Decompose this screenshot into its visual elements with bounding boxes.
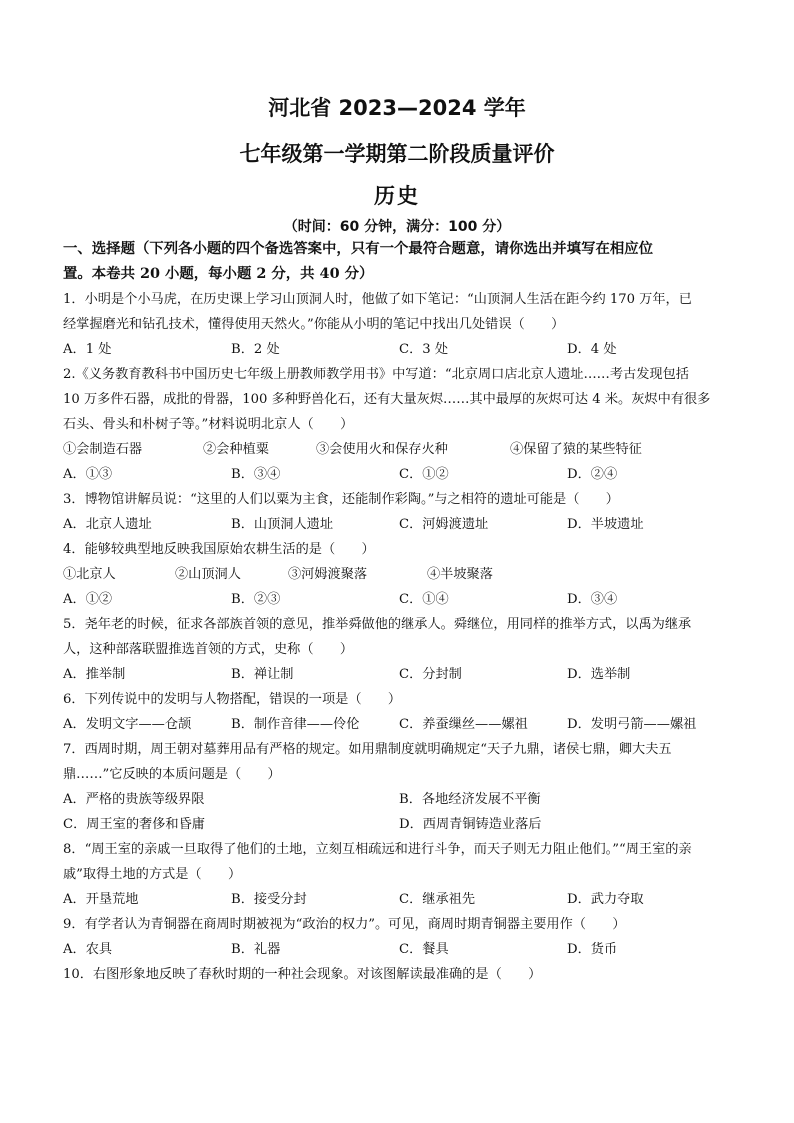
question-8-line2: 戚”取得土地的方式是（ ） [63,867,242,882]
question-1-line2: 经掌握磨光和钻孔技术，懂得使用天然火。”你能从小明的笔记中找出几处错误（ ） [63,317,565,332]
question-7-option-d: D．西周青铜铸造业落后 [399,817,542,832]
question-7-line1: 7．西周时期，周王朝对墓葬用品有严格的规定。如用鼎制度就明确规定“天子九鼎，诸侯七鼎，卿大夫五 [63,742,672,757]
question-8-option-d: D．武力夺取 [567,892,644,907]
question-2-line1: 2.《义务教育教科书中国历史七年级上册教师教学用书》中写道：“北京周口店北京人遗址……考古发现包括 [63,367,689,382]
question-5-option-c: C．分封制 [399,667,462,682]
question-1-line1: 1．小明是个小马虎，在历史课上学习山顶洞人时，他做了如下笔记：“山顶洞人生活在距今约 170 万年，已 [63,292,692,307]
question-9-option-c: C．餐具 [399,942,449,957]
question-2-line2: 10 万多件石器，成批的骨器，100 多种野兽化石，还有大量灰烬……其中最厚的灰烬可达 4 米。灰烬中有很多 [63,392,711,407]
question-5-option-b: B．禅让制 [231,667,294,682]
question-4-item-2: ②山顶洞人 [175,567,241,582]
question-4-item-1: ①北京人 [63,567,116,582]
question-1-option-a: A．1 处 [63,342,112,357]
question-7-option-c: C．周王室的奢侈和昏庸 [63,817,205,832]
question-7-option-b: B．各地经济发展不平衡 [399,792,541,807]
question-6-option-c: C．养蚕缫丝——嫘祖 [399,717,528,732]
question-3-line1: 3．博物馆讲解员说：“这里的人们以粟为主食，还能制作彩陶。”与之相符的遗址可能是（ ） [63,492,619,507]
question-4-option-b: B．②③ [231,592,281,607]
question-6-option-a: A．发明文字——仓颉 [63,717,192,732]
question-8-option-b: B．接受分封 [231,892,307,907]
exam-title-line2: 七年级第一学期第二阶段质量评价 [239,142,555,166]
question-1-option-c: C．3 处 [399,342,449,357]
question-9-line1: 9．有学者认为青铜器在商周时期被视为“政治的权力”。可见，商周时期青铜器主要用作（ ） [63,917,626,932]
question-2-option-c: C．①② [399,467,449,482]
question-4-option-a: A．①② [63,592,113,607]
question-3-option-d: D．半坡遗址 [567,517,644,532]
question-9-option-a: A．农具 [63,942,113,957]
question-2-option-b: B．③④ [231,467,281,482]
question-7-line2: 鼎……”它反映的本质问题是（ ） [63,767,281,782]
question-6-option-b: B．制作音律——伶伦 [231,717,360,732]
question-4-item-3: ③河姆渡聚落 [288,567,368,582]
question-2-item-4: ④保留了猿的某些特征 [510,442,642,457]
question-9-option-b: B．礼器 [231,942,281,957]
question-8-option-c: C．继承祖先 [399,892,476,907]
question-4-option-c: C．①④ [399,592,449,607]
question-6-option-d: D．发明弓箭——嫘祖 [567,717,697,732]
question-4-option-d: D．③④ [567,592,618,607]
exam-subject: 历史 [374,184,420,208]
question-2-option-d: D．②④ [567,467,618,482]
question-8-line1: 8．“周王室的亲戚一旦取得了他们的土地，立刻互相疏远和进行斗争，而天子则无力阻止他们。”“周王室的亲 [63,842,692,857]
question-2-item-3: ③会使用火和保存火种 [316,442,448,457]
question-6-line1: 6．下列传说中的发明与人物搭配，错误的一项是（ ） [63,692,402,707]
question-2-item-2: ②会种植粟 [203,442,269,457]
section-heading-line2: 置。本卷共 20 小题，每小题 2 分，共 40 分） [63,265,374,282]
question-3-option-c: C．河姆渡遗址 [399,517,489,532]
question-1-option-d: D．4 处 [567,342,617,357]
question-5-option-a: A．推举制 [63,667,126,682]
question-4-item-4: ④半坡聚落 [427,567,493,582]
question-1-option-b: B．2 处 [231,342,280,357]
question-9-option-d: D．货币 [567,942,618,957]
question-5-line1: 5．尧年老的时候，征求各部族首领的意见，推举舜做他的继承人。舜继位，用同样的推举方式，以禹为继承 [63,617,692,632]
question-4-line1: 4．能够较典型地反映我国原始农耕生活的是（ ） [63,542,375,557]
question-2-line3: 石头、骨头和朴树子等。”材料说明北京人（ ） [63,417,354,432]
question-2-option-a: A．①③ [63,467,113,482]
question-3-option-a: A．北京人遗址 [63,517,152,532]
question-5-line2: 人，这种部落联盟推选首领的方式，史称（ ） [63,642,354,657]
question-10-line1: 10．右图形象地反映了春秋时期的一种社会现象。对该图解读最准确的是（ ） [63,967,542,982]
question-8-option-a: A．开垦荒地 [63,892,139,907]
exam-title-line1: 河北省 2023—2024 学年 [268,96,526,120]
section-heading-line1: 一、选择题（下列各小题的四个备选答案中，只有一个最符合题意，请你选出并填写在相应位 [63,240,654,257]
question-7-option-a: A．严格的贵族等级界限 [63,792,205,807]
question-2-item-1: ①会制造石器 [63,442,143,457]
question-3-option-b: B．山顶洞人遗址 [231,517,334,532]
question-5-option-d: D．选举制 [567,667,631,682]
exam-time-score: （时间：60 分钟，满分：100 分） [283,219,511,235]
